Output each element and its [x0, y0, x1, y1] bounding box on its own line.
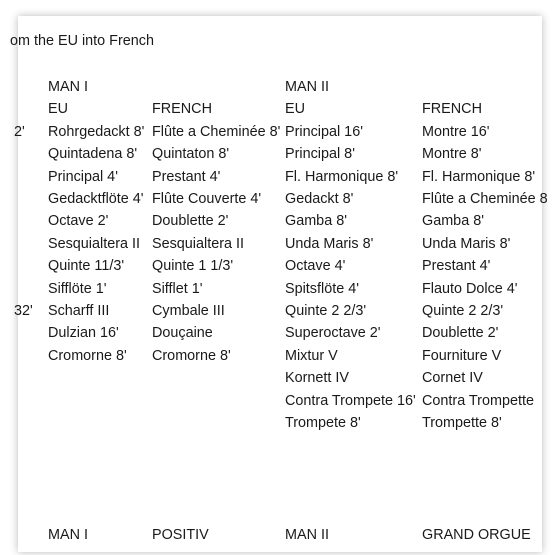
stop-name: Mixtur V — [285, 347, 338, 364]
stop-name: Sifflöte 1' — [48, 280, 107, 297]
man2-eu-column — [285, 76, 416, 435]
stop-name: Fl. Harmonique 8' — [285, 168, 399, 185]
edge-cell — [14, 278, 33, 300]
stop-name: Scharff III — [48, 303, 110, 320]
stop-name: Dulzian 16' — [48, 325, 119, 342]
stop-name: Principal 16' — [285, 123, 363, 140]
stop-name: Principal 8' — [285, 146, 355, 163]
stop-name: Rohrgedackt 8' — [48, 123, 145, 140]
stop-name: Octave 2' — [48, 213, 109, 230]
stop-name: Trompette 8' — [422, 415, 502, 432]
stop-name: Quinte 11/3' — [48, 258, 125, 275]
stop-name: Unda Maris 8' — [422, 235, 511, 252]
stop-name: Quinte 2 2/3' — [422, 303, 504, 320]
stop-name: Montre 8' — [422, 146, 482, 163]
stop-name: Quintadena 8' — [48, 146, 138, 163]
man1-eu-column — [48, 76, 144, 367]
stop-name: Kornett IV — [285, 370, 349, 387]
man1-header: MAN I — [48, 79, 88, 95]
edge-cell — [14, 76, 33, 98]
intro-text: om the EU into French — [10, 33, 154, 49]
stop-name: Doublette 2' — [152, 213, 229, 230]
stop-name: Superoctave 2' — [285, 325, 381, 342]
stop-name: Gedackt 8' — [285, 191, 354, 208]
edge-cell — [14, 98, 33, 120]
man2-french-column — [422, 76, 548, 435]
stop-name: Sifflet 1' — [152, 280, 203, 297]
stop-name: Quinte 1 1/3' — [152, 258, 234, 275]
stop-name: Flûte a Cheminée 8' — [152, 123, 281, 140]
spacer — [152, 76, 280, 98]
stop-name: Principal 4' — [48, 168, 118, 185]
stop-name: Doublette 2' — [422, 325, 499, 342]
stop-name: Cymbale III — [152, 303, 225, 320]
stop-name: Prestant 4' — [422, 258, 491, 275]
document-page — [10, 16, 548, 552]
man1-eu-header: EU — [48, 101, 68, 118]
stop-name: Cromorne 8' — [152, 347, 231, 364]
footer-man1-label: MAN I — [48, 527, 88, 543]
stop-name: Fourniture V — [422, 347, 502, 364]
spacer — [422, 76, 548, 98]
footer-man2-label: MAN II — [285, 527, 329, 543]
stop-name: Gedacktflöte 4' — [48, 191, 144, 208]
stop-name: Fl. Harmonique 8' — [422, 168, 536, 185]
man2-header: MAN II — [285, 79, 329, 95]
stop-name: Sesquialtera II — [48, 235, 140, 252]
stop-name: Douçaine — [152, 325, 213, 342]
stop-name: Quintaton 8' — [152, 146, 230, 163]
stop-name: Contra Trompete 16' — [285, 392, 416, 409]
stop-name: Cromorne 8' — [48, 347, 127, 364]
edge-cell — [14, 255, 33, 277]
man1-french-header: FRENCH — [152, 101, 212, 118]
stop-name: Flûte a Cheminée 8 — [422, 191, 548, 208]
man1-french-column — [152, 76, 280, 367]
stop-name: Trompete 8' — [285, 415, 361, 432]
man2-eu-header: EU — [285, 101, 305, 118]
stop-name: Unda Maris 8' — [285, 235, 374, 252]
edge-cell — [14, 233, 33, 255]
stop-name: Spitsflöte 4' — [285, 280, 359, 297]
stop-name: Prestant 4' — [152, 168, 221, 185]
stop-name: Montre 16' — [422, 123, 490, 140]
footer-grand-orgue-label: GRAND ORGUE — [422, 527, 531, 543]
edge-cell — [14, 166, 33, 188]
stop-name: Octave 4' — [285, 258, 346, 275]
edge-cell — [14, 210, 33, 232]
stop-name: Cornet IV — [422, 370, 483, 387]
stop-name: Flauto Dolce 4' — [422, 280, 518, 297]
stop-name: Sesquialtera II — [152, 235, 244, 252]
stop-name: Gamba 8' — [422, 213, 484, 230]
man2-french-header: FRENCH — [422, 101, 482, 118]
stop-name: Contra Trompette — [422, 392, 534, 409]
footer-positiv-label: POSITIV — [152, 527, 209, 543]
edge-cell — [14, 143, 33, 165]
edge-column — [14, 76, 33, 322]
stop-name: Flûte Couverte 4' — [152, 191, 262, 208]
edge-cell: 2' — [14, 123, 25, 140]
edge-cell: 32' — [14, 303, 33, 320]
edge-cell — [14, 188, 33, 210]
stop-name: Gamba 8' — [285, 213, 347, 230]
stop-name: Quinte 2 2/3' — [285, 303, 367, 320]
